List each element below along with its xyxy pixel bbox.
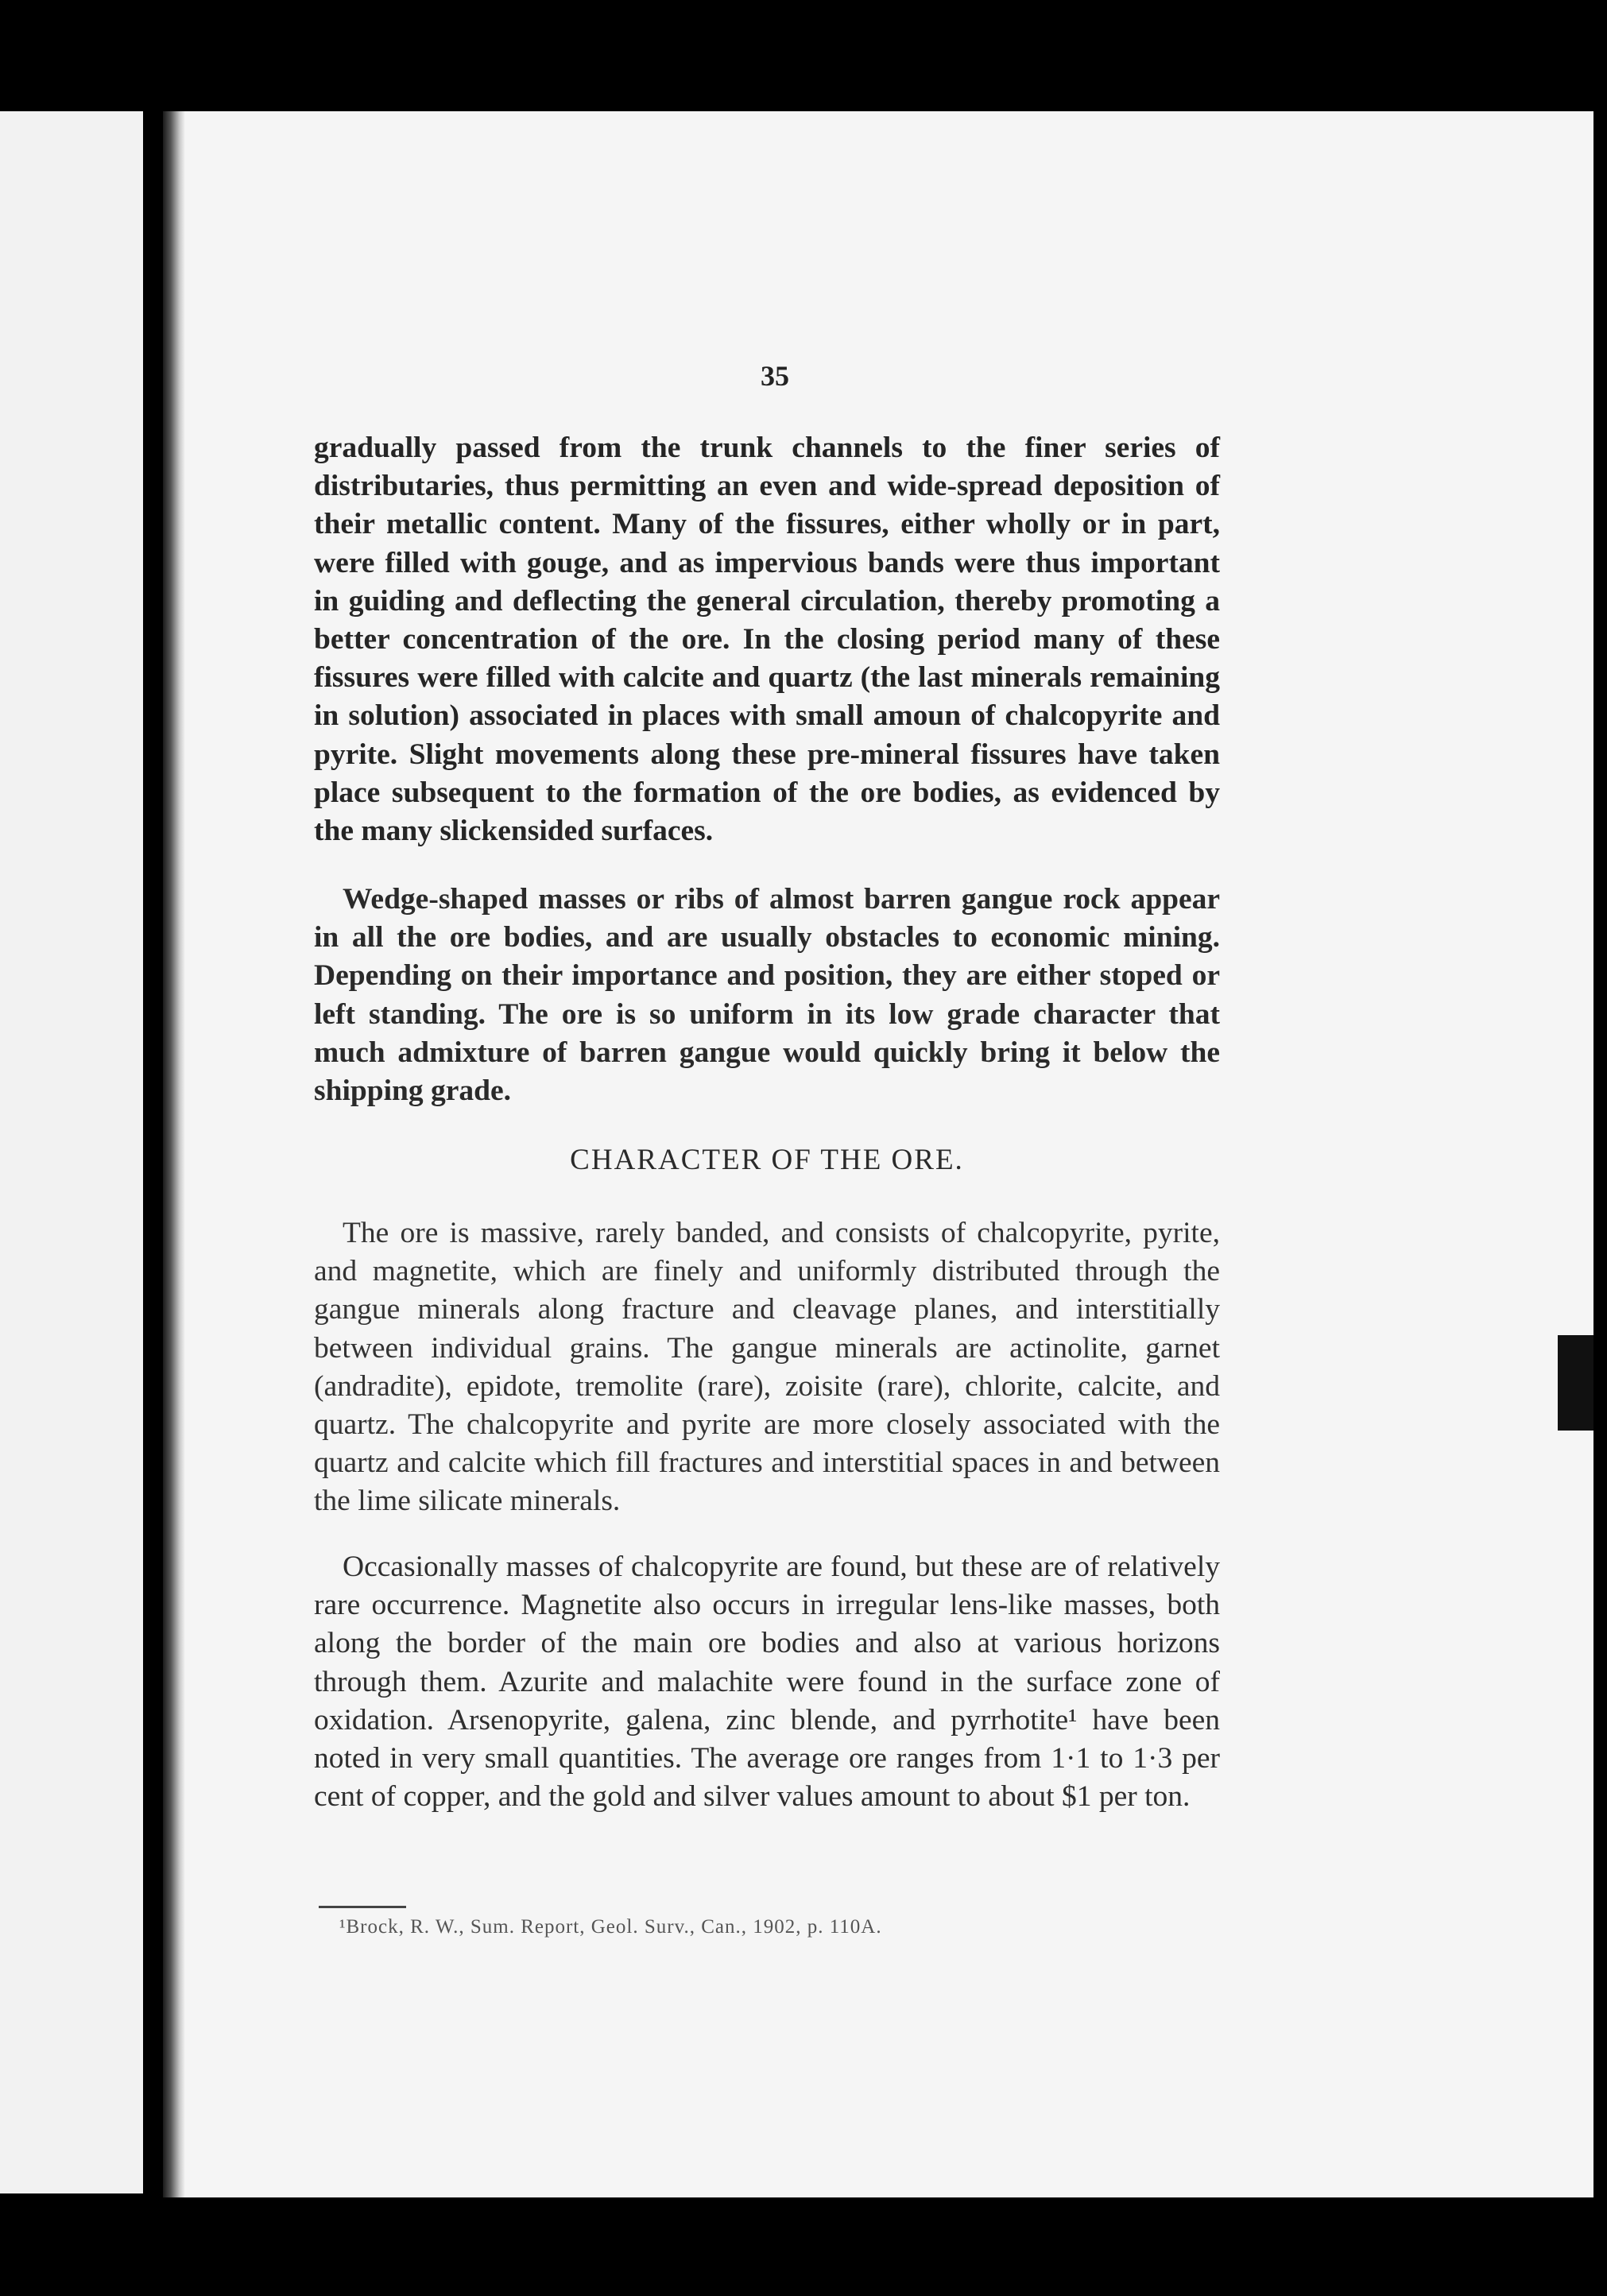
footnote: ¹Brock, R. W., Sum. Report, Geol. Surv., Can., 1902, p. 110A.: [339, 1916, 882, 1938]
paragraph-text: Occasionally masses of chalcopyrite are found, but these are of relatively rare occurrence. Magnetite also occurs in irregular lens-like masses, both along the border of the main ore bodies and also at various horizons through them. Azurite and malachite were found in the surface zone of oxidation. Arsenopyrite, galena, zinc blende, and pyrrhotite¹ have been noted in very small quantities. The average ore ranges from 1·1 to 1·3 per cent of copper, and the gold and silver values amount to about $1 per ton.: [314, 1551, 1220, 1814]
book-page: [163, 111, 1593, 2197]
body-paragraph-2: [314, 881, 1220, 1110]
page-number: 35: [761, 360, 789, 392]
paragraph-text: gradually passed from the trunk channels to the finer series of distributaries, thus permitting an even and wide-spread deposition of their metallic content. Many of the fissures, either wholly or in part, were filled with gouge, and as impervious bands were thus important in guiding and deflecting the general circulation, thereby promoting a better concentration of the ore. In the closing period many of these fissures were filled with calcite and quartz (the last minerals remaining in solution) associated in places with small amoun of chalcopyrite and pyrite. Slight movements along these pre-mineral fissures have taken place subsequent to the formation of the ore bodies, as evidenced by the many slickensided surfaces.: [314, 432, 1220, 848]
facing-page-edge: [0, 111, 143, 2193]
footnote-divider: [319, 1906, 406, 1908]
page-edge-mark: [1558, 1335, 1593, 1431]
section-heading: CHARACTER OF THE ORE.: [570, 1144, 964, 1176]
body-paragraph-4: [314, 1548, 1220, 1816]
paragraph-text: The ore is massive, rarely banded, and consists of chalcopyrite, pyrite, and magnetite, which are finely and uniformly distributed through the gangue minerals along fracture and cleavage planes, and interstitially between individual grains. The gangue minerals are actinolite, garnet (andradite), epidote, tremolite (rare), zoisite (rare), chlorite, calcite, and quartz. The chalcopyrite and pyrite are more closely associated with the quartz and calcite which fill fractures and interstitial spaces in and between the lime silicate minerals.: [314, 1217, 1220, 1518]
body-paragraph-3: [314, 1214, 1220, 1521]
body-paragraph-1: [314, 429, 1220, 850]
paragraph-text: Wedge-shaped masses or ribs of almost barren gangue rock appear in all the ore bodies, and are usually obstacles to economic mining. Depending on their importance and position, they are either stoped or left standing. The ore is so uniform in its low grade character that much admixture of barren gangue would quickly bring it below the shipping grade.: [314, 883, 1220, 1108]
binding-gutter-shadow: [163, 111, 185, 2197]
